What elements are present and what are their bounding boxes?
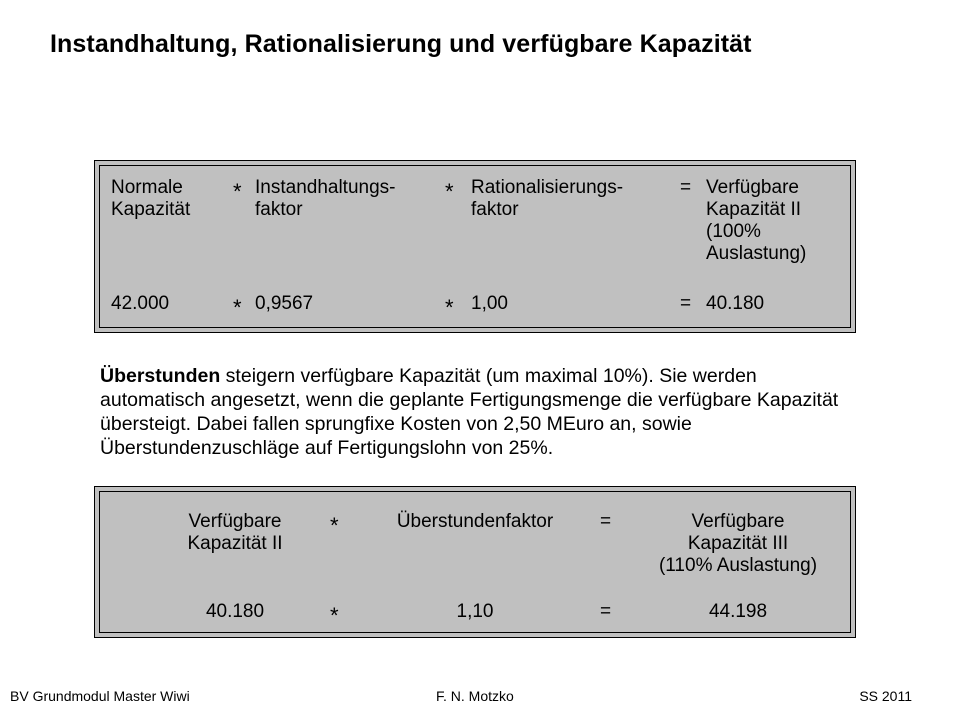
header-rationalization-factor: Rationalisierungs- faktor xyxy=(471,177,624,220)
header-available-capacity-3: Verfügbare Kapazität III (110% Auslastung) xyxy=(658,511,818,576)
value-rationalization-factor: 1,00 xyxy=(471,293,508,314)
multiply-operator: * xyxy=(233,295,242,320)
header-available-capacity-2: Verfügbare Kapazität II xyxy=(187,511,283,554)
equals-operator: = xyxy=(680,293,692,314)
overtime-term: Überstunden xyxy=(100,365,221,387)
equals-operator: = xyxy=(600,511,612,532)
footer-semester: SS 2011 xyxy=(859,688,912,704)
footer-course: BV Grundmodul Master Wiwi xyxy=(10,688,190,704)
capacity-formula-box xyxy=(94,160,856,333)
multiply-operator: * xyxy=(330,513,339,538)
value-maintenance-factor: 0,9567 xyxy=(255,293,314,314)
footer-author: F. N. Motzko xyxy=(436,688,514,704)
header-normal-capacity: Normale Kapazität xyxy=(111,177,191,220)
header-available-capacity-2: Verfügbare Kapazität II (100% Auslastung) xyxy=(706,177,807,264)
multiply-operator: * xyxy=(445,179,454,204)
header-maintenance-factor: Instandhaltungs- faktor xyxy=(255,177,396,220)
value-overtime-factor: 1,10 xyxy=(456,601,494,622)
value-available-capacity-2: 40.180 xyxy=(706,293,765,314)
overtime-text: steigern verfügbare Kapazität (um maximal 10%). Sie werden automatisch angesetzt, wenn die geplante Fertigungsmenge die verfügbare Kapazität übersteigt. Dabei fallen sprungfixe Kosten von 2,50 MEuro an, sowie Überstundenzuschläge auf Fertigungslohn von 25%. xyxy=(100,365,839,459)
value-normal-capacity: 42.000 xyxy=(111,293,170,314)
multiply-operator: * xyxy=(445,295,454,320)
multiply-operator: * xyxy=(330,603,339,628)
page-title: Instandhaltung, Rationalisierung und verfügbare Kapazität xyxy=(50,30,752,58)
multiply-operator: * xyxy=(233,179,242,204)
value-available-capacity-2: 40.180 xyxy=(205,601,265,622)
header-overtime-factor: Überstundenfaktor xyxy=(396,511,554,532)
value-available-capacity-3: 44.198 xyxy=(708,601,768,622)
equals-operator: = xyxy=(600,601,612,622)
overtime-formula-box xyxy=(94,486,856,638)
overtime-explanation xyxy=(100,364,860,460)
equals-operator: = xyxy=(680,177,692,198)
